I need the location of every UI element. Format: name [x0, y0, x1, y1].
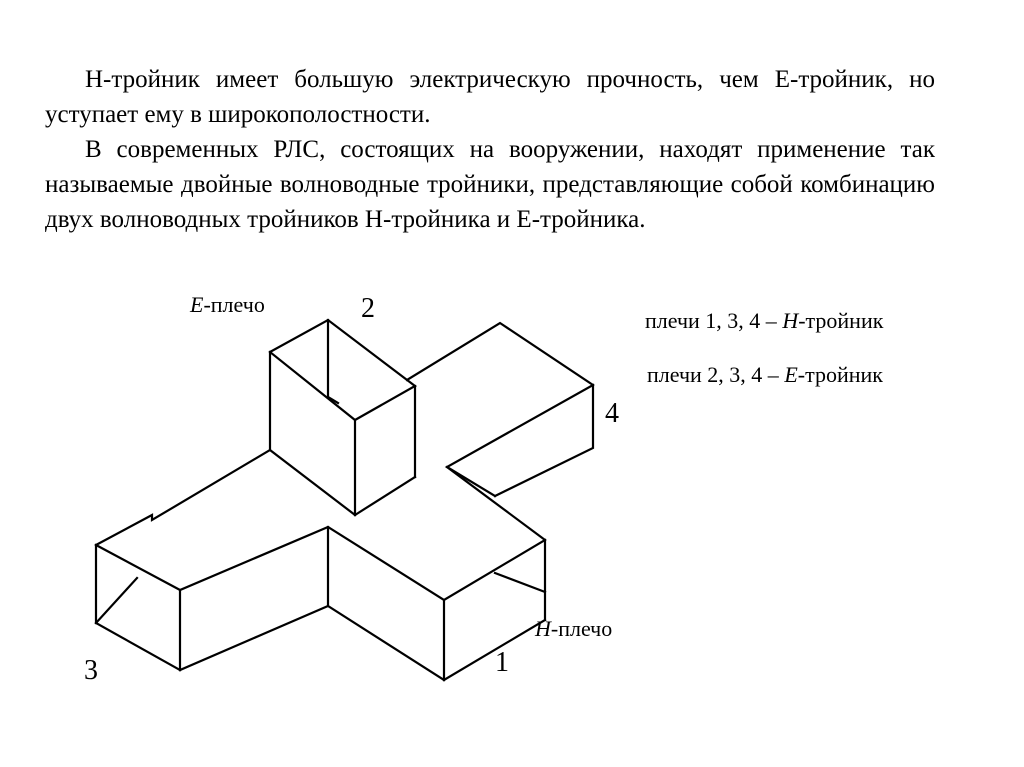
legend-h-tee: плечи 1, 3, 4 – Н-тройник — [645, 308, 884, 333]
e-arm-label: Е-плечо — [190, 292, 265, 317]
arm2-top-outline — [270, 320, 415, 420]
arm3-bottom-end-edge — [96, 623, 180, 670]
arm4-inner-edge — [447, 385, 593, 496]
arm-number-3: 3 — [84, 655, 98, 686]
paragraph-double-tee: В современных РЛС, состоящих на вооружении, находят применение так называемые двойные волноводные тройники, представляющие собой комбинацию двух волноводных тройников Н-тройника и Е-тройника. — [45, 136, 935, 233]
arm1-inner-diagonal — [495, 573, 545, 592]
arm3-top-front-edge — [96, 545, 180, 590]
arm4-top-outline — [407, 323, 593, 385]
h-arm-label: Н-плечо — [535, 616, 613, 641]
arm-number-4: 4 — [605, 398, 619, 429]
legend-e-tee: плечи 2, 3, 4 – Е-тройник — [647, 362, 883, 387]
arm3-front-top-edge — [180, 527, 444, 600]
arm-number-1: 1 — [495, 647, 509, 678]
arm-number-2: 2 — [361, 293, 375, 324]
arm3-back-edge — [96, 450, 270, 545]
arm1-top-end-edge — [444, 540, 545, 600]
arm2-bottom-front-edge — [270, 450, 355, 515]
arm3-front-bottom-edge — [180, 606, 444, 680]
arm2-bottom-right-edge — [355, 477, 415, 515]
arm4-end-outline — [495, 385, 593, 496]
paragraph-h-tee: Н-тройник имеет большую электрическую прочность, чем Е-тройник, но уступает ему в широкополостности. — [45, 66, 935, 128]
arm3-inner-diagonal — [96, 578, 137, 623]
